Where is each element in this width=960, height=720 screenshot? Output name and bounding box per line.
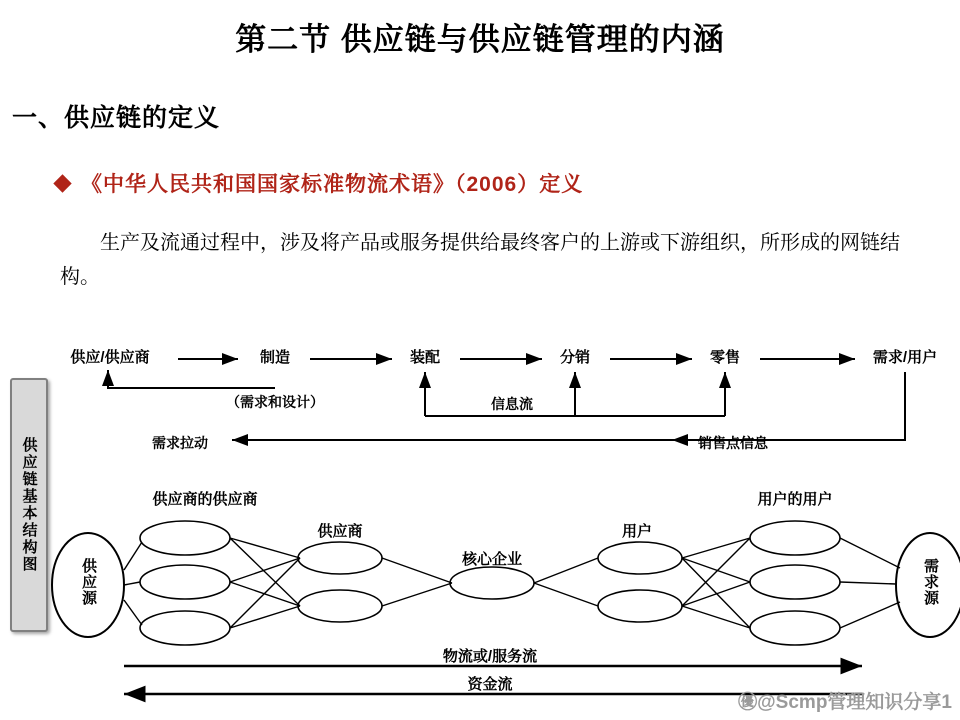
flow-annotation-pos-info: 销售点信息: [698, 435, 768, 451]
bullet-label: 《中华人民共和国国家标准物流术语》（2006）定义: [81, 173, 584, 196]
network-flow-logistics: 物流或/服务流: [442, 648, 538, 665]
network-label-user: 用户: [621, 523, 653, 540]
flow-node-demand: 需求/用户: [872, 349, 938, 366]
bullet-row: [56, 168, 583, 198]
flow-node-retail: 零售: [709, 349, 741, 366]
network-flow-capital: 资金流: [467, 676, 513, 693]
network-node-demand-source: [920, 558, 940, 612]
flow-node-distribution: 分销: [559, 349, 591, 366]
flow-node-assembly: 装配: [409, 349, 441, 366]
network-label-suppliers-supplier: 供应商的供应商: [152, 491, 258, 508]
network-label-users-user: 用户的用户: [757, 491, 833, 508]
supply-chain-flow-diagram: [0, 332, 960, 472]
diamond-bullet-icon: [53, 174, 71, 192]
page-title: 第二节 供应链与供应链管理的内涵: [235, 22, 725, 57]
network-node-supply-source: [78, 558, 98, 612]
section-subtitle: 一、供应链的定义: [12, 104, 221, 132]
flow-annotation-info: 信息流: [491, 396, 533, 412]
supply-source-label: 供应源: [80, 558, 97, 606]
flow-node-supplier: 供应/供应商: [70, 349, 150, 366]
flow-node-manufacture: 制造: [259, 349, 291, 366]
flow-annotation-design: （需求和设计）: [226, 394, 324, 410]
watermark: ㊝@Scmp管理知识分享1: [738, 692, 952, 713]
supply-network-diagram: [0, 480, 960, 720]
network-label-core-enterprise: 核心企业: [461, 551, 523, 568]
demand-source-label: 需求源: [922, 558, 939, 606]
side-label: 供应链基本结构图: [10, 378, 48, 632]
network-label-supplier: 供应商: [317, 523, 363, 540]
definition-paragraph: 生产及流通过程中，涉及将产品或服务提供给最终客户的上游或下游组织，所形成的网链结构。: [60, 232, 900, 288]
flow-annotation-demand-pull: 需求拉动: [152, 435, 208, 451]
